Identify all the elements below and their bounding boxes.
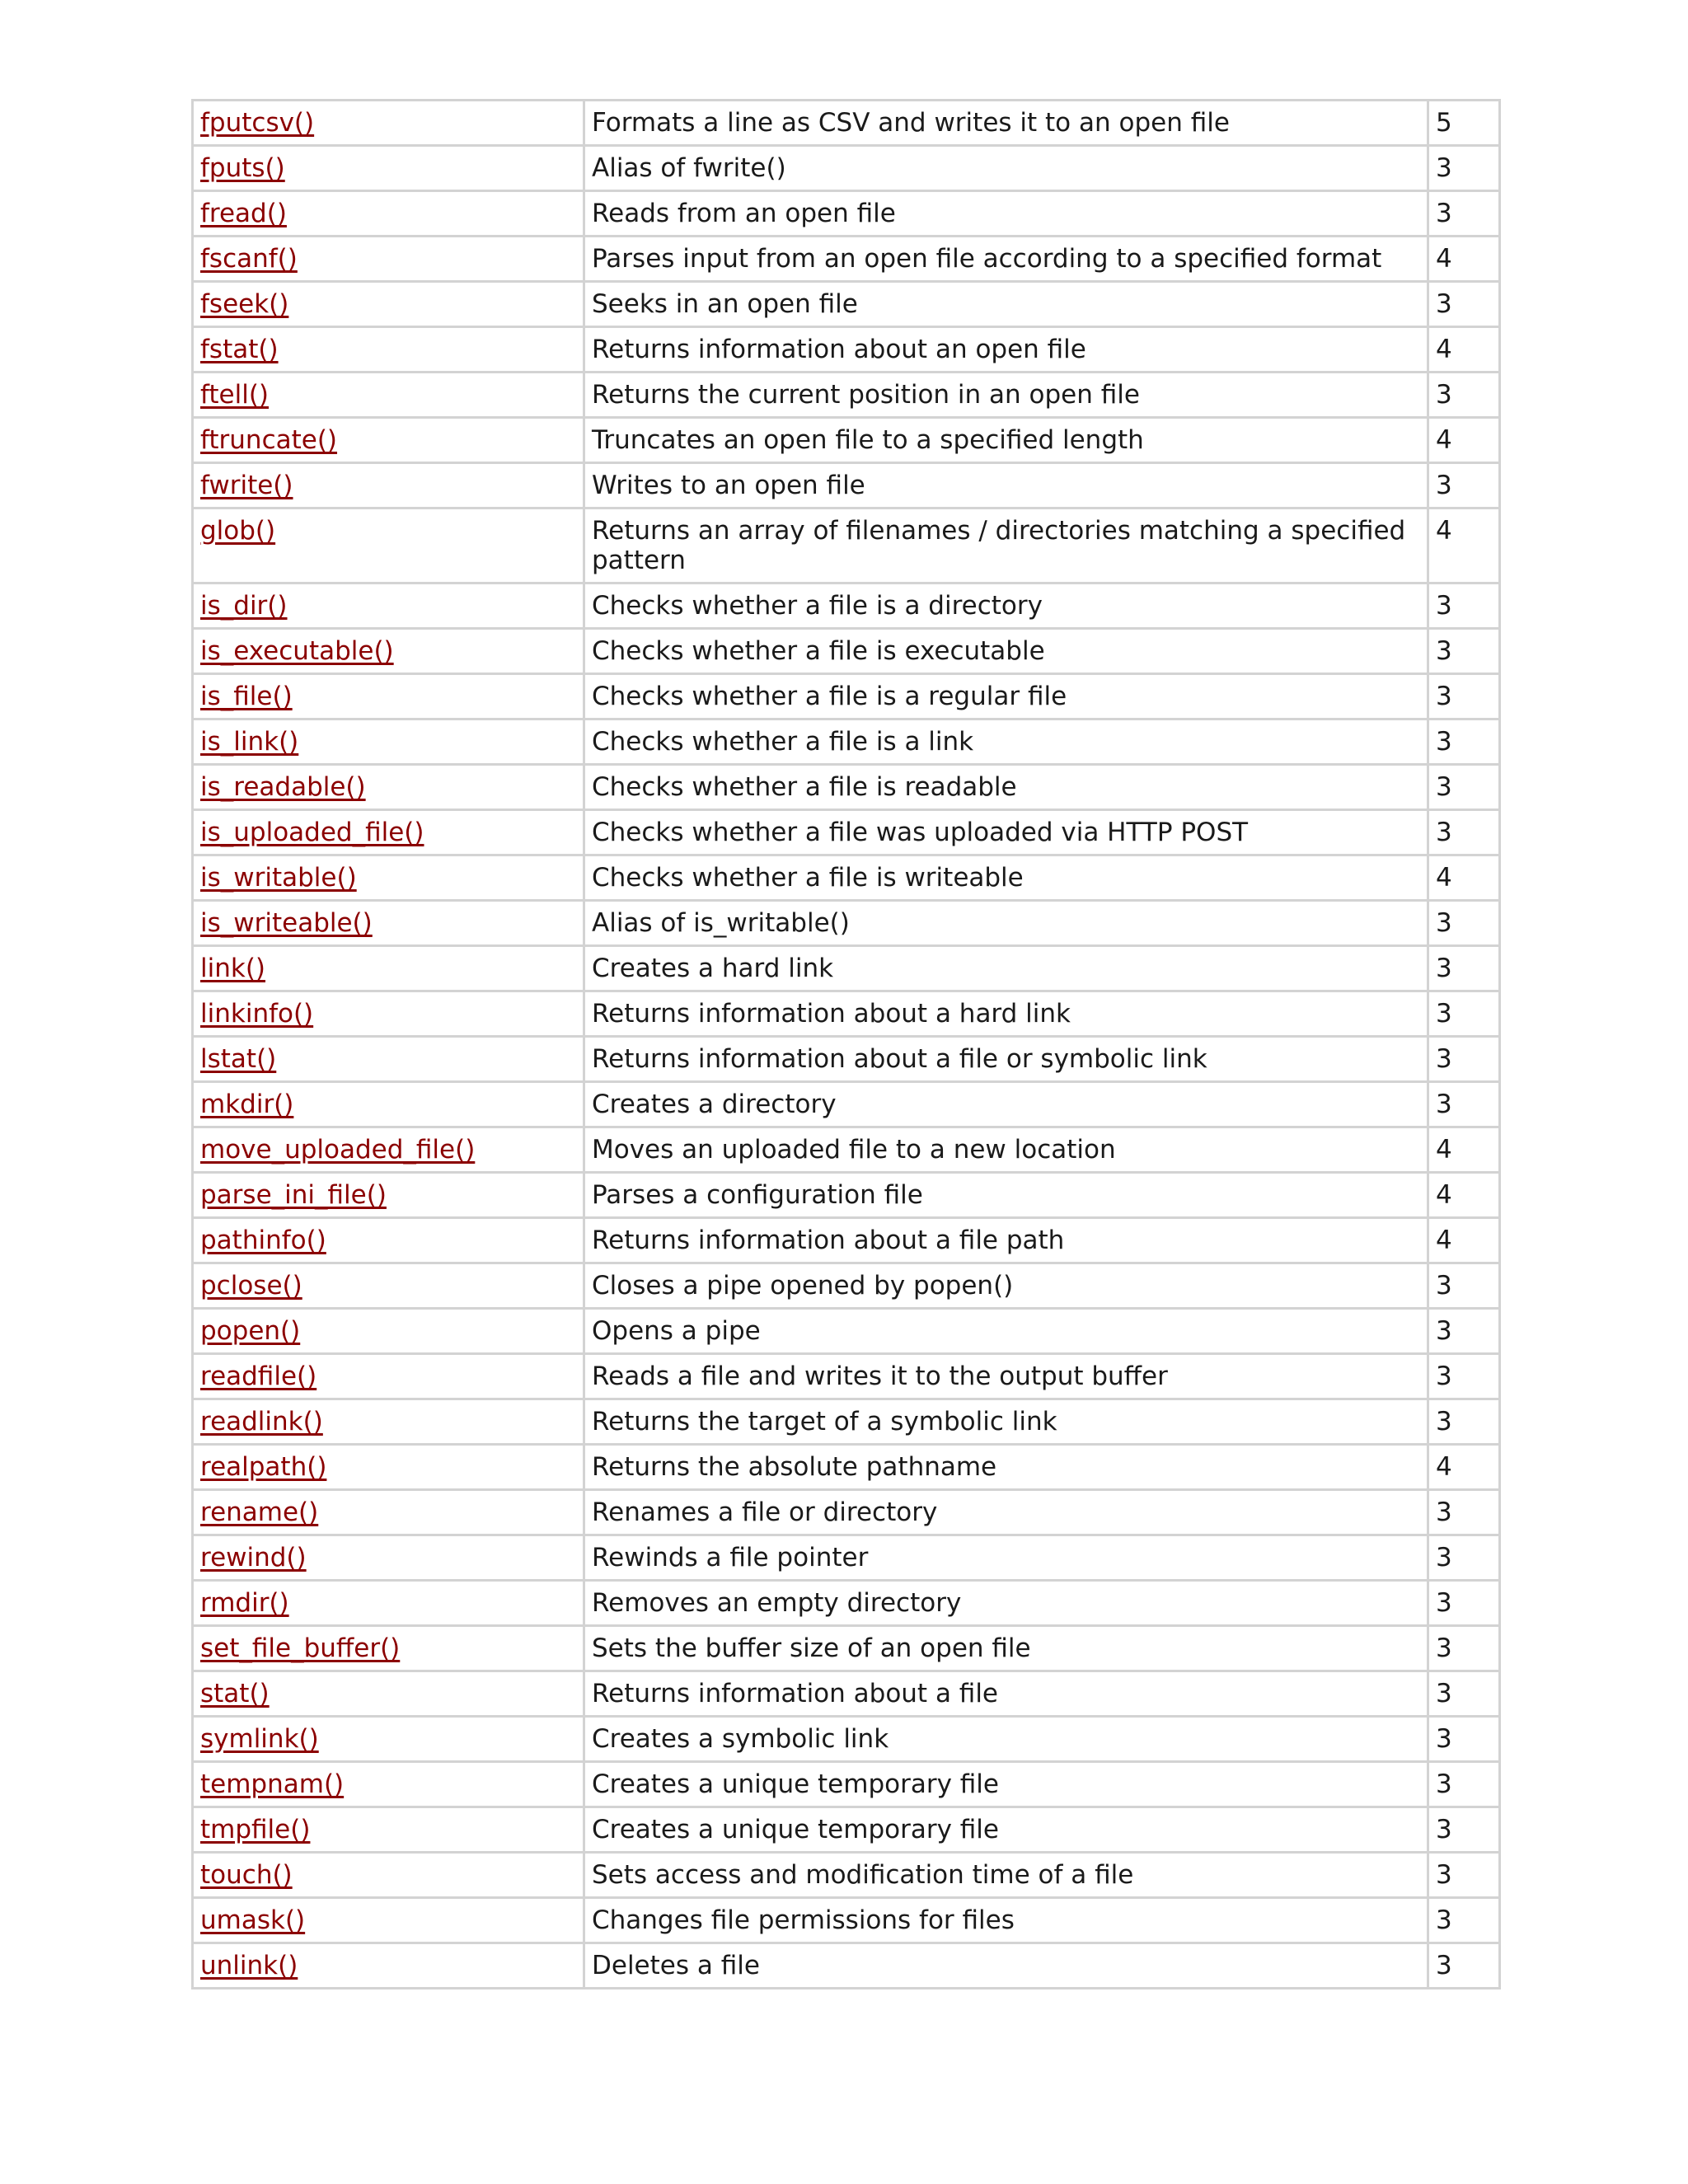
description-cell: Changes file permissions for files: [584, 1898, 1428, 1943]
description-cell: Returns information about a file path: [584, 1218, 1428, 1263]
description-cell: Sets access and modification time of a file: [584, 1853, 1428, 1898]
description-cell: Creates a symbolic link: [584, 1717, 1428, 1762]
function-cell: [193, 1263, 584, 1309]
version-cell: 3: [1428, 946, 1500, 991]
function-cell: [193, 1807, 584, 1853]
version-cell: 4: [1428, 1218, 1500, 1263]
description-cell: Returns information about a hard link: [584, 991, 1428, 1037]
function-cell: [193, 674, 584, 719]
function-link[interactable]: rewind(): [200, 1543, 307, 1572]
function-link[interactable]: is_file(): [200, 682, 293, 711]
function-cell: [193, 719, 584, 765]
table-row: [193, 1218, 1500, 1263]
table-row: [193, 855, 1500, 901]
description-cell: Sets the buffer size of an open file: [584, 1626, 1428, 1671]
version-cell: 3: [1428, 282, 1500, 327]
description-cell: Checks whether a file is executable: [584, 629, 1428, 674]
table-row: [193, 583, 1500, 629]
function-cell: [193, 373, 584, 418]
version-cell: 3: [1428, 1898, 1500, 1943]
function-cell: [193, 1445, 584, 1490]
function-cell: [193, 765, 584, 810]
table-row: [193, 1807, 1500, 1853]
function-link[interactable]: pclose(): [200, 1271, 302, 1301]
table-row: [193, 1173, 1500, 1218]
version-cell: 3: [1428, 1490, 1500, 1535]
table-row: [193, 282, 1500, 327]
version-cell: 3: [1428, 1853, 1500, 1898]
version-cell: 3: [1428, 1082, 1500, 1127]
function-link[interactable]: readfile(): [200, 1361, 317, 1391]
function-link[interactable]: linkinfo(): [200, 999, 314, 1029]
version-cell: 3: [1428, 1717, 1500, 1762]
function-link[interactable]: is_dir(): [200, 591, 288, 621]
function-cell: [193, 1943, 584, 1989]
function-cell: [193, 1626, 584, 1671]
version-cell: 3: [1428, 674, 1500, 719]
table-row: [193, 1037, 1500, 1082]
table-row: [193, 1671, 1500, 1717]
description-cell: Seeks in an open file: [584, 282, 1428, 327]
function-link[interactable]: rmdir(): [200, 1588, 289, 1618]
function-cell: [193, 1717, 584, 1762]
table-row: [193, 629, 1500, 674]
description-cell: Creates a hard link: [584, 946, 1428, 991]
function-cell: [193, 509, 584, 583]
version-cell: 3: [1428, 463, 1500, 509]
table-row: [193, 1717, 1500, 1762]
function-link[interactable]: tempnam(): [200, 1769, 345, 1799]
version-cell: 3: [1428, 191, 1500, 237]
table-row: [193, 765, 1500, 810]
table-row: [193, 509, 1500, 583]
function-link[interactable]: ftruncate(): [200, 425, 338, 455]
description-cell: Returns information about a file or symbolic link: [584, 1037, 1428, 1082]
function-cell: [193, 146, 584, 191]
function-cell: [193, 1309, 584, 1354]
function-link[interactable]: umask(): [200, 1905, 306, 1935]
function-link[interactable]: link(): [200, 954, 266, 983]
description-cell: Reads a file and writes it to the output buffer: [584, 1354, 1428, 1399]
description-cell: Alias of fwrite(): [584, 146, 1428, 191]
version-cell: 3: [1428, 1354, 1500, 1399]
function-cell: [193, 1218, 584, 1263]
function-link[interactable]: set_file_buffer(): [200, 1633, 401, 1663]
table-row: [193, 946, 1500, 991]
table-row: [193, 373, 1500, 418]
description-cell: Returns the current position in an open file: [584, 373, 1428, 418]
version-cell: 3: [1428, 583, 1500, 629]
function-cell: [193, 1490, 584, 1535]
description-cell: Deletes a file: [584, 1943, 1428, 1989]
function-cell: [193, 237, 584, 282]
description-cell: Creates a directory: [584, 1082, 1428, 1127]
function-cell: [193, 1399, 584, 1445]
table-row: [193, 1490, 1500, 1535]
description-cell: Returns an array of filenames / directories matching a specified pattern: [584, 509, 1428, 583]
function-cell: [193, 1082, 584, 1127]
description-cell: Checks whether a file is a directory: [584, 583, 1428, 629]
function-link[interactable]: touch(): [200, 1860, 293, 1890]
description-cell: Truncates an open file to a specified length: [584, 418, 1428, 463]
function-link[interactable]: is_writable(): [200, 863, 357, 893]
description-cell: Closes a pipe opened by popen(): [584, 1263, 1428, 1309]
table-row: [193, 810, 1500, 855]
function-link[interactable]: readlink(): [200, 1407, 323, 1436]
function-link[interactable]: stat(): [200, 1679, 270, 1708]
function-cell: [193, 810, 584, 855]
description-cell: Parses a configuration file: [584, 1173, 1428, 1218]
function-link[interactable]: parse_ini_file(): [200, 1180, 387, 1210]
function-cell: [193, 629, 584, 674]
description-cell: Alias of is_writable(): [584, 901, 1428, 946]
version-cell: 3: [1428, 1581, 1500, 1626]
function-cell: [193, 901, 584, 946]
description-cell: Renames a file or directory: [584, 1490, 1428, 1535]
function-link[interactable]: fread(): [200, 199, 287, 228]
table-row: [193, 1853, 1500, 1898]
function-cell: [193, 583, 584, 629]
version-cell: 4: [1428, 327, 1500, 373]
description-cell: Moves an uploaded file to a new location: [584, 1127, 1428, 1173]
description-cell: Opens a pipe: [584, 1309, 1428, 1354]
function-cell: [193, 946, 584, 991]
function-link[interactable]: fstat(): [200, 335, 279, 364]
function-link[interactable]: is_readable(): [200, 772, 366, 802]
table-row: [193, 1127, 1500, 1173]
function-reference-table: [191, 99, 1501, 1990]
table-row: [193, 418, 1500, 463]
function-link[interactable]: tmpfile(): [200, 1815, 311, 1844]
version-cell: 3: [1428, 1671, 1500, 1717]
function-cell: [193, 991, 584, 1037]
version-cell: 3: [1428, 1762, 1500, 1807]
function-link[interactable]: is_link(): [200, 727, 299, 757]
version-cell: 3: [1428, 1535, 1500, 1581]
function-link[interactable]: popen(): [200, 1316, 301, 1346]
table-row: [193, 1943, 1500, 1989]
function-cell: [193, 1853, 584, 1898]
function-cell: [193, 101, 584, 146]
version-cell: 4: [1428, 418, 1500, 463]
version-cell: 3: [1428, 765, 1500, 810]
version-cell: 3: [1428, 373, 1500, 418]
description-cell: Creates a unique temporary file: [584, 1807, 1428, 1853]
version-cell: 3: [1428, 629, 1500, 674]
function-cell: [193, 1762, 584, 1807]
version-cell: 4: [1428, 237, 1500, 282]
description-cell: Reads from an open file: [584, 191, 1428, 237]
function-cell: [193, 1173, 584, 1218]
description-cell: Parses input from an open file according to a specified format: [584, 237, 1428, 282]
version-cell: 3: [1428, 719, 1500, 765]
table-body: [193, 101, 1500, 1989]
version-cell: 3: [1428, 810, 1500, 855]
function-link[interactable]: fwrite(): [200, 471, 293, 500]
description-cell: Checks whether a file was uploaded via HTTP POST: [584, 810, 1428, 855]
table-row: [193, 674, 1500, 719]
table-row: [193, 191, 1500, 237]
function-link[interactable]: ftell(): [200, 380, 270, 410]
version-cell: 3: [1428, 1399, 1500, 1445]
function-cell: [193, 191, 584, 237]
table-row: [193, 463, 1500, 509]
table-row: [193, 146, 1500, 191]
table-row: [193, 1581, 1500, 1626]
description-cell: Returns the target of a symbolic link: [584, 1399, 1428, 1445]
table-row: [193, 991, 1500, 1037]
version-cell: 4: [1428, 1127, 1500, 1173]
function-link[interactable]: mkdir(): [200, 1090, 294, 1119]
version-cell: 3: [1428, 1263, 1500, 1309]
description-cell: Checks whether a file is a regular file: [584, 674, 1428, 719]
version-cell: 4: [1428, 855, 1500, 901]
function-cell: [193, 1535, 584, 1581]
function-cell: [193, 1127, 584, 1173]
function-cell: [193, 1354, 584, 1399]
version-cell: 3: [1428, 1626, 1500, 1671]
table-row: [193, 1309, 1500, 1354]
function-cell: [193, 418, 584, 463]
function-link[interactable]: lstat(): [200, 1044, 277, 1074]
function-link[interactable]: is_uploaded_file(): [200, 818, 424, 847]
table-row: [193, 1399, 1500, 1445]
function-link[interactable]: fputs(): [200, 153, 285, 183]
function-link[interactable]: fputcsv(): [200, 108, 315, 138]
function-cell: [193, 463, 584, 509]
table-row: [193, 101, 1500, 146]
table-row: [193, 327, 1500, 373]
version-cell: 3: [1428, 1309, 1500, 1354]
description-cell: Creates a unique temporary file: [584, 1762, 1428, 1807]
description-cell: Returns information about an open file: [584, 327, 1428, 373]
description-cell: Checks whether a file is readable: [584, 765, 1428, 810]
table-row: [193, 1898, 1500, 1943]
function-link[interactable]: fseek(): [200, 289, 289, 319]
version-cell: 4: [1428, 509, 1500, 583]
version-cell: 3: [1428, 1807, 1500, 1853]
description-cell: Rewinds a file pointer: [584, 1535, 1428, 1581]
function-link[interactable]: pathinfo(): [200, 1226, 326, 1255]
function-cell: [193, 282, 584, 327]
function-cell: [193, 1671, 584, 1717]
description-cell: Writes to an open file: [584, 463, 1428, 509]
function-link[interactable]: symlink(): [200, 1724, 319, 1754]
function-cell: [193, 1581, 584, 1626]
table-row: [193, 1263, 1500, 1309]
description-cell: Returns the absolute pathname: [584, 1445, 1428, 1490]
table-row: [193, 1626, 1500, 1671]
version-cell: 3: [1428, 901, 1500, 946]
table-row: [193, 237, 1500, 282]
table-row: [193, 1082, 1500, 1127]
function-cell: [193, 1898, 584, 1943]
function-link[interactable]: fscanf(): [200, 244, 298, 274]
function-link[interactable]: realpath(): [200, 1452, 327, 1482]
version-cell: 3: [1428, 991, 1500, 1037]
table-row: [193, 1445, 1500, 1490]
function-cell: [193, 1037, 584, 1082]
table-row: [193, 1535, 1500, 1581]
version-cell: 3: [1428, 1943, 1500, 1989]
description-cell: Returns information about a file: [584, 1671, 1428, 1717]
version-cell: 4: [1428, 1173, 1500, 1218]
function-cell: [193, 855, 584, 901]
description-cell: Checks whether a file is a link: [584, 719, 1428, 765]
function-link[interactable]: is_executable(): [200, 636, 394, 666]
function-link[interactable]: move_uploaded_file(): [200, 1135, 476, 1165]
table-row: [193, 1354, 1500, 1399]
table-row: [193, 719, 1500, 765]
version-cell: 5: [1428, 101, 1500, 146]
description-cell: Checks whether a file is writeable: [584, 855, 1428, 901]
version-cell: 3: [1428, 146, 1500, 191]
function-link[interactable]: rename(): [200, 1497, 319, 1527]
description-cell: Removes an empty directory: [584, 1581, 1428, 1626]
table-row: [193, 901, 1500, 946]
version-cell: 4: [1428, 1445, 1500, 1490]
function-cell: [193, 327, 584, 373]
table-row: [193, 1762, 1500, 1807]
function-link[interactable]: unlink(): [200, 1951, 298, 1980]
description-cell: Formats a line as CSV and writes it to an open file: [584, 101, 1428, 146]
function-link[interactable]: glob(): [200, 516, 276, 546]
version-cell: 3: [1428, 1037, 1500, 1082]
function-link[interactable]: is_writeable(): [200, 908, 373, 938]
